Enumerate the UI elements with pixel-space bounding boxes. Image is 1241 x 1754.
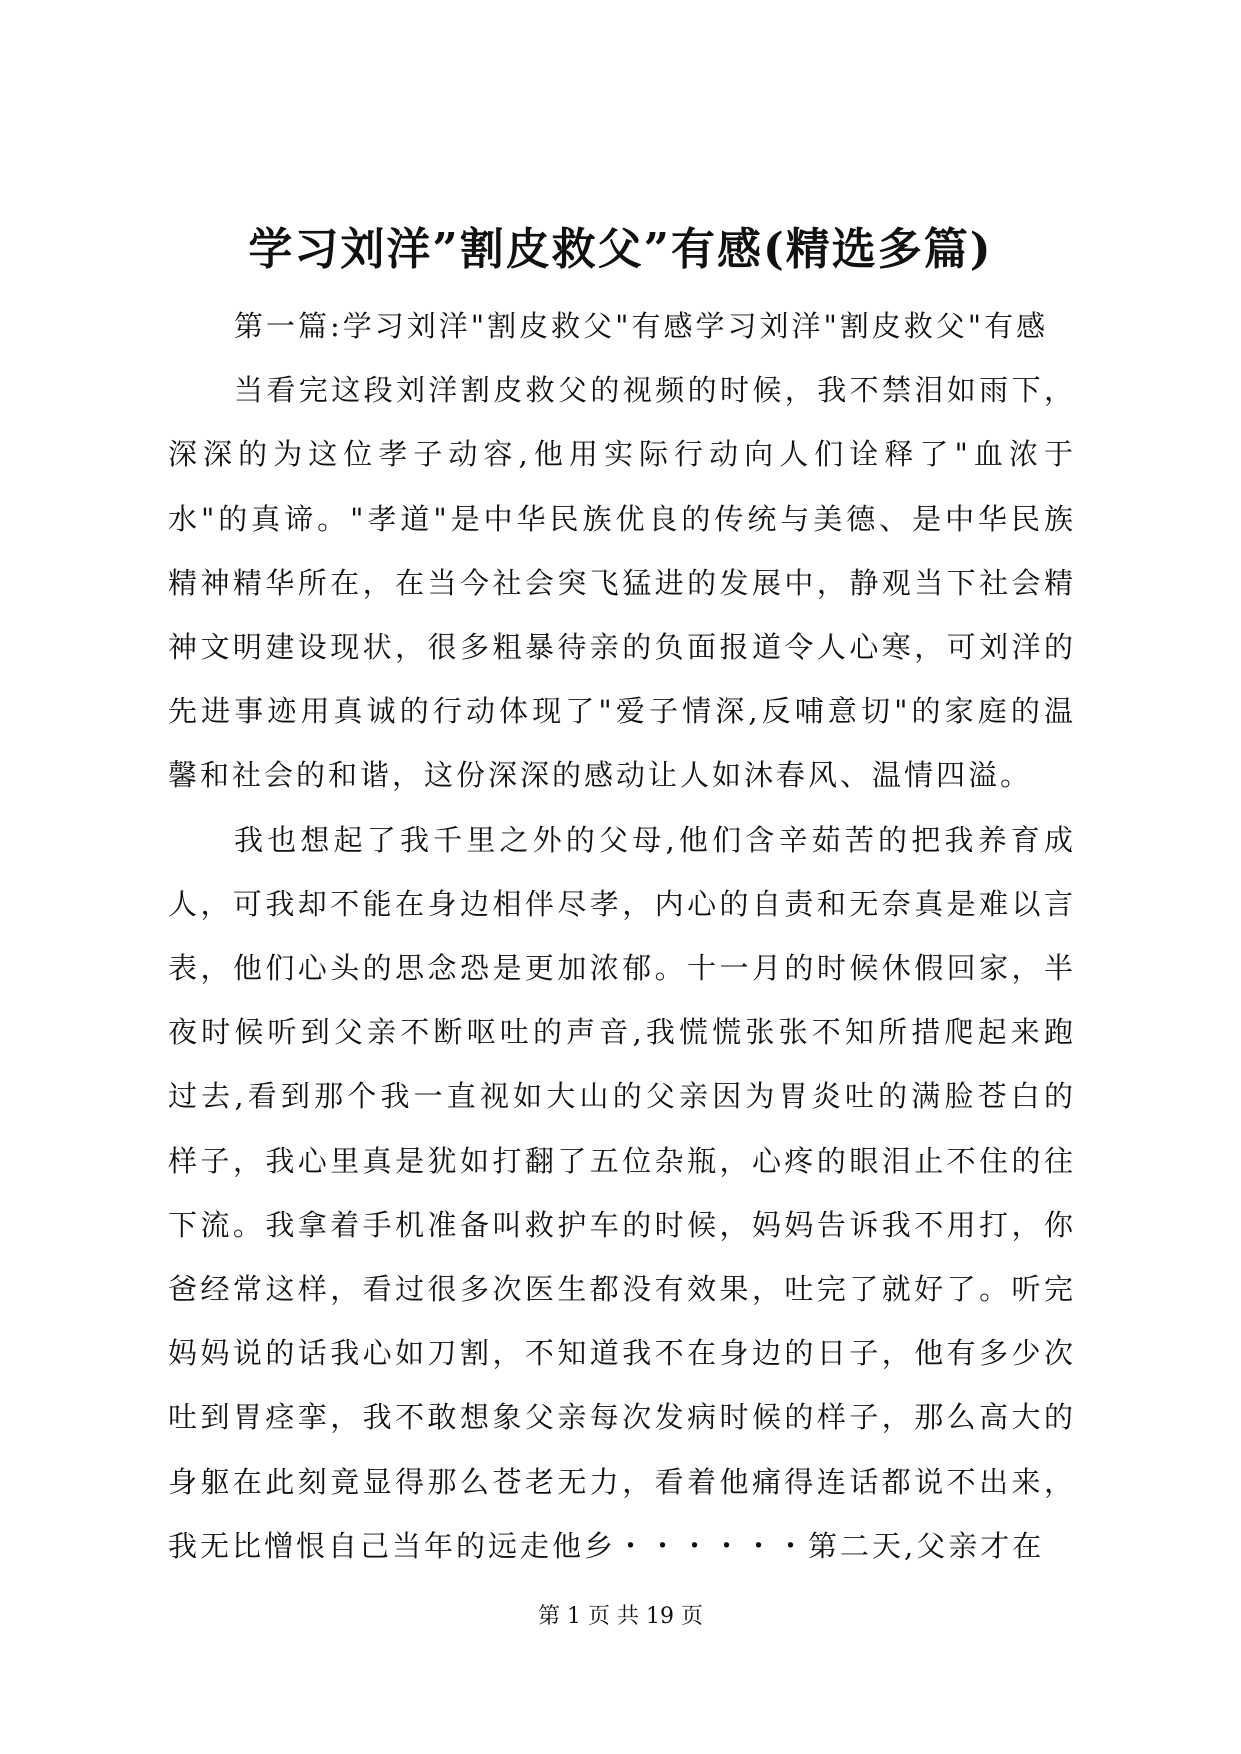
- page-number-footer: 第 1 页 共 19 页: [538, 1604, 703, 1629]
- paragraph: 我也想起了我千里之外的父母,他们含辛茹苦的把我养育成人，可我却不能在身边相伴尽孝，内心的自责和无奈真是难以言表，他们心头的思念恐是更加浓郁。十一月的时候休假回家，半夜时候听到父亲不断呕吐的声音,我慌慌张张不知所措爬起来跑过去,看到那个我一直视如大山的父亲因为胃炎吐的满脸苍白的样子，我心里真是犹如打翻了五位杂瓶，心疼的眼泪止不住的往下流。我拿着手机准备叫救护车的时候，妈妈告诉我不用打，你爸经常这样，看过很多次医生都没有效果，吐完了就好了。听完妈妈说的话我心如刀割，不知道我不在身边的日子，他有多少次吐到胃痉挛，我不敢想象父亲每次发病时候的样子，那么高大的身躯在此刻竟显得那么苍老无力，看着他痛得连话都说不出来，我无比憎恨自己当年的远走他乡・・・・・・第二天,父亲才在: [168, 822, 1076, 1563]
- paragraph-heading: 第一篇:学习刘洋"割皮救父"有感学习刘洋"割皮救父"有感: [234, 309, 1049, 343]
- paragraph: 当看完这段刘洋割皮救父的视频的时候，我不禁泪如雨下，深深的为这位孝子动容,他用实际行动向人们诠释了"血浓于水"的真谛。"孝道"是中华民族优良的传统与美德、是中华民族精神精华所在，在当今社会突飞猛进的发展中，静观当下社会精神文明建设现状，很多粗暴待亲的负面报道令人心寒，可刘洋的先进事迹用真诚的行动体现了"爱子情深,反哺意切"的家庭的温馨和社会的和谐，这份深深的感动让人如沐春风、温情四溢。: [168, 373, 1076, 793]
- document-title: 学习刘洋”割皮救父”有感(精选多篇): [248, 224, 993, 275]
- document-body: [168, 294, 1076, 1578]
